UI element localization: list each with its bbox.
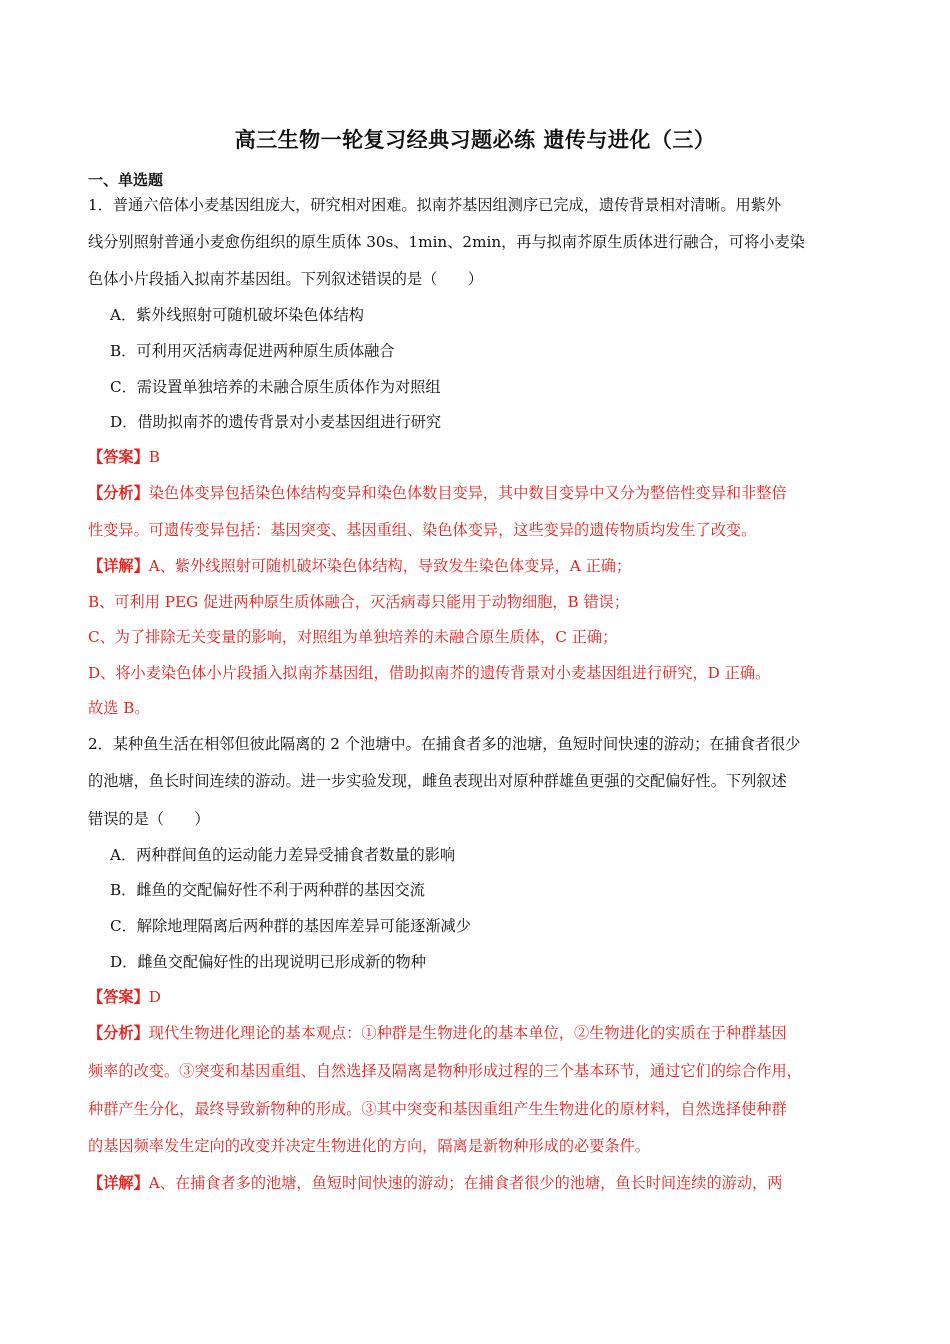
q1-detail-line: D、将小麦染色体小片段插入拟南芥基因组，借助拟南芥的遗传背景对小麦基因组进行研究，D 正确。 (88, 664, 771, 682)
q2-analysis-line: 频率的改变。③突变和基因重组、自然选择及隔离是物种形成过程的三个基本环节，通过它们的综合作用， (88, 1062, 802, 1080)
analysis-text: 染色体变异包括染色体结构变异和染色体数目变异，其中数目变异中又分为整倍性变异和非整倍 (148, 484, 787, 502)
detail-text: A、紫外线照射可随机破坏染色体结构，导致发生染色体变异，A 正确； (148, 557, 632, 575)
analysis-text: 现代生物进化理论的基本观点：①种群是生物进化的基本单位，②生物进化的实质在于种群基因 (148, 1024, 787, 1042)
q2-option-a: A．两种群间鱼的运动能力差异受捕食者数量的影响 (110, 846, 456, 864)
q1-option-c: C．需设置单独培养的未融合原生质体作为对照组 (110, 378, 441, 396)
q2-option-b: B．雌鱼的交配偏好性不利于两种群的基因交流 (110, 881, 425, 899)
q1-stem-line: 色体小片段插入拟南芥基因组。下列叙述错误的是（ ） (88, 270, 483, 288)
detail-text: A、在捕食者多的池塘，鱼短时间快速的游动；在捕食者很少的池塘，鱼长时间连续的游动，两 (148, 1174, 783, 1192)
q2-detail (88, 1173, 868, 1193)
q2-analysis-line: 种群产生分化，最终导致新物种的形成。③其中突变和基因重组产生生物进化的原材料，自然选择使种群 (88, 1100, 787, 1118)
q2-stem-line: 的池塘，鱼长时间连续的游动。进一步实验发现，雌鱼表现出对原种群雄鱼更强的交配偏好性。下列叙述 (88, 772, 787, 790)
answer-value: B (148, 448, 160, 466)
section-heading: 一、单选题 (88, 171, 164, 189)
answer-value: D (148, 988, 161, 1006)
q1-stem-line: 线分别照射普通小麦愈伤组织的原生质体 30s、1min、2min，再与拟南芥原生质体进行融合，可将小麦染 (88, 233, 805, 251)
answer-tag: 【答案】 (88, 988, 149, 1006)
detail-tag: 【详解】 (88, 1174, 149, 1192)
q2-stem-line: 错误的是（ ） (88, 810, 210, 828)
q2-option-d: D．雌鱼交配偏好性的出现说明已形成新的物种 (110, 953, 426, 971)
q2-analysis (88, 1023, 868, 1043)
q1-option-b: B．可利用灭活病毒促进两种原生质体融合 (110, 342, 395, 360)
q1-detail (88, 556, 868, 576)
q1-detail-line: B、可利用 PEG 促进两种原生质体融合，灭活病毒只能用于动物细胞，B 错误； (88, 593, 630, 611)
answer-tag: 【答案】 (88, 448, 149, 466)
q1-detail-line: 故选 B。 (88, 699, 150, 717)
q1-option-a: A．紫外线照射可随机破坏染色体结构 (110, 306, 364, 324)
detail-tag: 【详解】 (88, 557, 149, 575)
q1-stem-line: 1．普通六倍体小麦基因组庞大，研究相对困难。拟南芥基因组测序已完成，遗传背景相对清晰。用紫外 (88, 196, 782, 214)
q1-detail-line: C、为了排除无关变量的影响，对照组为单独培养的未融合原生质体，C 正确； (88, 628, 618, 646)
q2-answer (88, 987, 868, 1007)
q1-analysis-line: 性变异。可遗传变异包括：基因突变、基因重组、染色体变异，这些变异的遗传物质均发生了改变。 (88, 521, 757, 539)
analysis-tag: 【分析】 (88, 1024, 149, 1042)
page-title: 高三生物一轮复习经典习题必练 遗传与进化（三） (234, 128, 716, 152)
q1-analysis (88, 483, 868, 503)
q2-analysis-line: 的基因频率发生定向的改变并决定生物进化的方向，隔离是新物种形成的必要条件。 (88, 1137, 650, 1155)
q1-answer (88, 447, 868, 467)
q2-option-c: C．解除地理隔离后两种群的基因库差异可能逐渐减少 (110, 917, 471, 935)
analysis-tag: 【分析】 (88, 484, 149, 502)
q2-stem-line: 2．某种鱼生活在相邻但彼此隔离的 2 个池塘中。在捕食者多的池塘，鱼短时间快速的游动；在捕食者很少 (88, 735, 801, 753)
q1-option-d: D．借助拟南芥的遗传背景对小麦基因组进行研究 (110, 413, 442, 431)
